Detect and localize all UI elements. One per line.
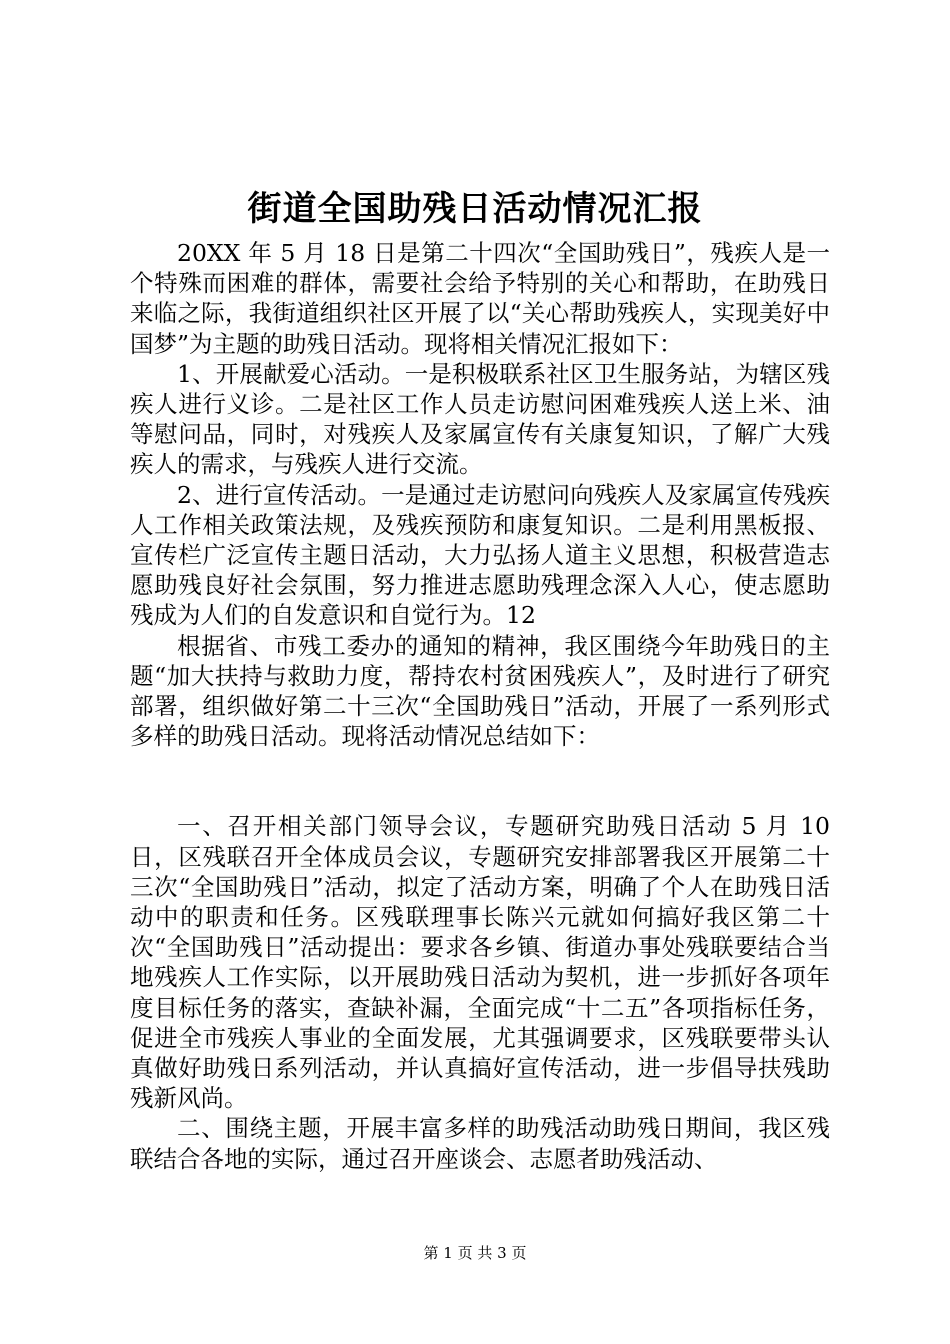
- paragraph-summary-intro: 根据省、市残工委办的通知的精神，我区围绕今年助残日的主题“加大扶持与救助力度，帮持农村贫困残疾人”，及时进行了研究部署，组织做好第二十三次“全国助残日”活动，开展了一系列形式多样的助残日活动。现将活动情况总结如下：: [130, 631, 830, 751]
- document-body: [130, 238, 830, 1174]
- paragraph-section-1: 一、召开相关部门领导会议，专题研究助残日活动 5 月 10 日，区残联召开全体成员会议，专题研究安排部署我区开展第二十三次“全国助残日”活动，拟定了活动方案，明确了个人在助残日活动中的职责和任务。区残联理事长陈兴元就如何搞好我区第二十次“全国助残日”活动提出：要求各乡镇、街道办事处残联要结合当地残疾人工作实际，以开展助残日活动为契机，进一步抓好各项年度目标任务的落实，查缺补漏，全面完成“十二五”各项指标任务，促进全市残疾人事业的全面发展，尤其强调要求，区残联要带头认真做好助残日系列活动，并认真搞好宣传活动，进一步倡导扶残助残新风尚。: [130, 812, 830, 1113]
- paragraph-item-2: 2、进行宣传活动。一是通过走访慰问向残疾人及家属宣传残疾人工作相关政策法规，及残疾预防和康复知识。二是利用黑板报、宣传栏广泛宣传主题日活动，大力弘扬人道主义思想，积极营造志愿助残良好社会氛围，努力推进志愿助残理念深入人心，使志愿助残成为人们的自发意识和自觉行为。12: [130, 480, 830, 630]
- paragraph-item-1: 1、开展献爱心活动。一是积极联系社区卫生服务站，为辖区残疾人进行义诊。二是社区工作人员走访慰问困难残疾人送上米、油等慰问品，同时，对残疾人及家属宣传有关康复知识，了解广大残疾人的需求，与残疾人进行交流。: [130, 359, 830, 479]
- page-footer: 第 1 页 共 3 页: [423, 1244, 527, 1262]
- paragraph-intro: 20XX 年 5 月 18 日是第二十四次“全国助残日”，残疾人是一个特殊而困难的群体，需要社会给予特别的关心和帮助，在助残日来临之际，我街道组织社区开展了以“关心帮助残疾人，实现美好中国梦”为主题的助残日活动。现将相关情况汇报如下：: [130, 239, 830, 358]
- paragraph-section-2: 二、围绕主题，开展丰富多样的助残活动助残日期间，我区残联结合各地的实际，通过召开座谈会、志愿者助残活动、: [130, 1114, 830, 1173]
- document-title: 街道全国助残日活动情况汇报: [247, 189, 703, 229]
- paragraph-spacer: [130, 751, 830, 811]
